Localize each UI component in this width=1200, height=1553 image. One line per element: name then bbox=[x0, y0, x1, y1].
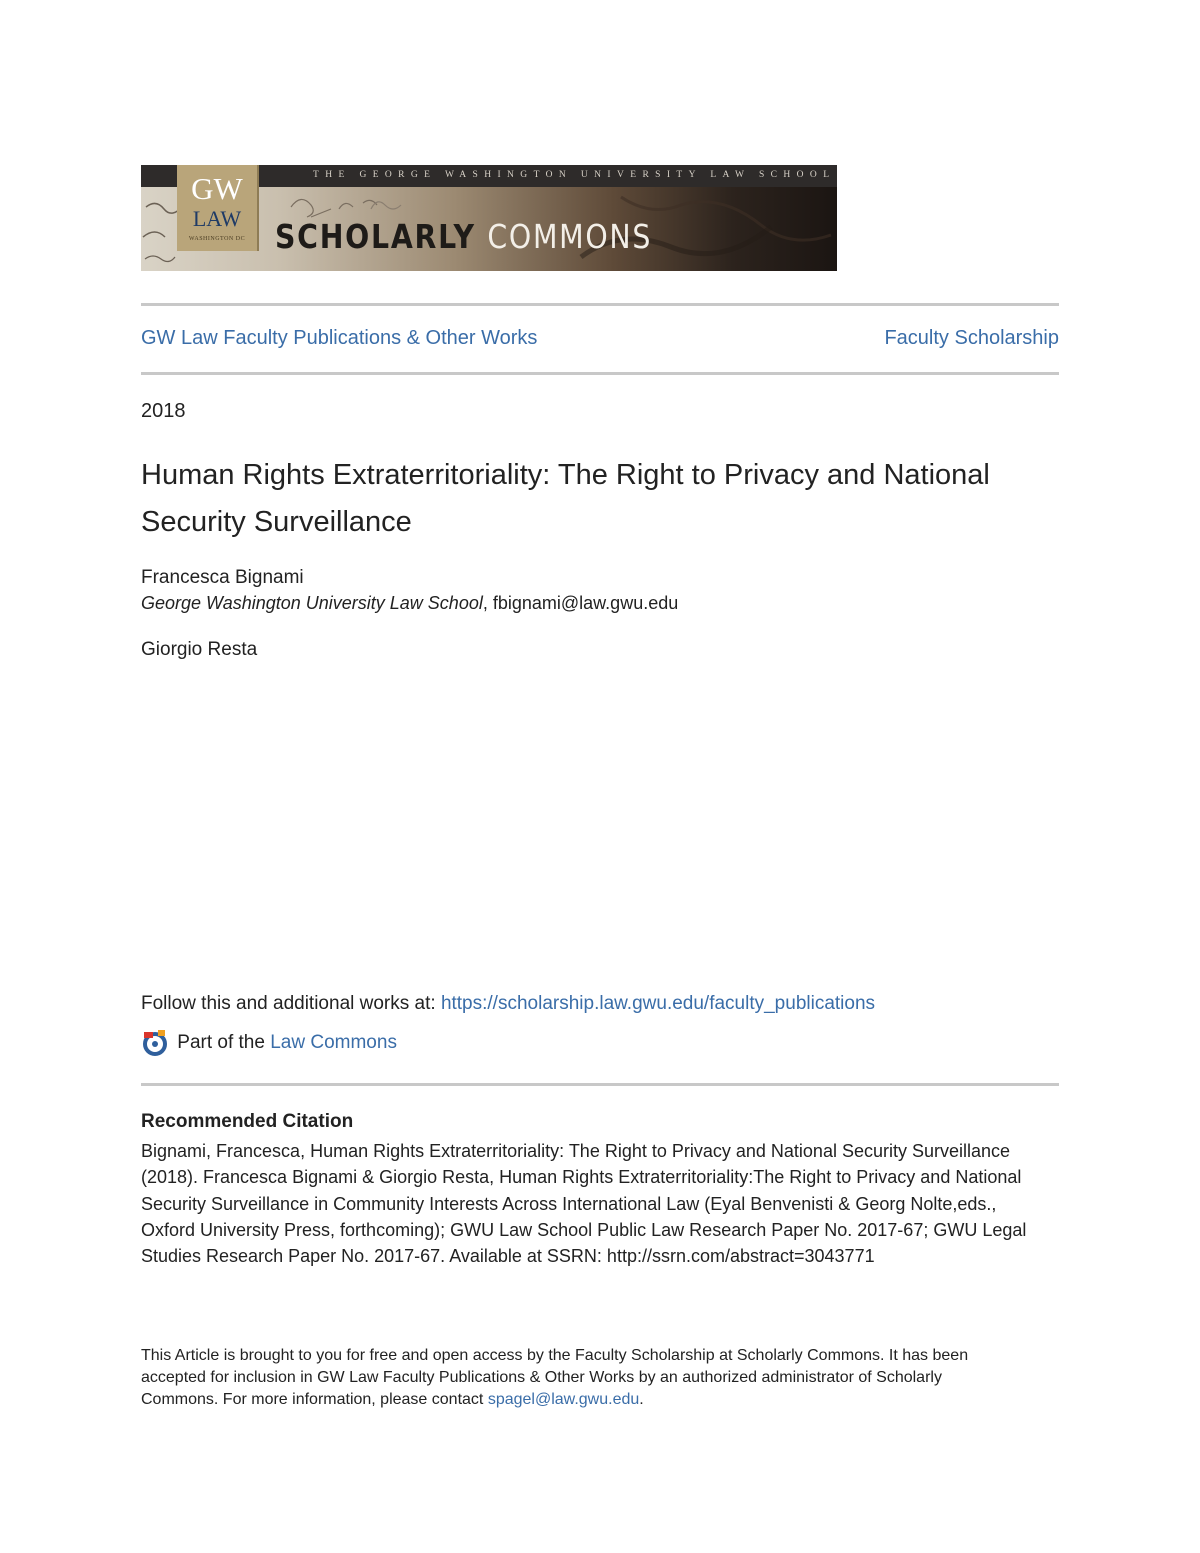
citation-heading: Recommended Citation bbox=[141, 1111, 354, 1132]
author-email: fbignami@law.gwu.edu bbox=[492, 593, 679, 613]
banner-tagline: THE GEORGE WASHINGTON UNIVERSITY LAW SCHOOL bbox=[313, 170, 836, 180]
access-notice-end: . bbox=[639, 1391, 644, 1408]
gw-law-logo bbox=[177, 165, 259, 251]
banner-title bbox=[275, 217, 652, 256]
top-divider bbox=[141, 303, 1059, 306]
citation-text: Bignami, Francesca, Human Rights Extraterritoriality: The Right to Privacy and National Security Surveillance (2018). Francesca Bignami & Giorgio Resta, Human Rights Extraterritoriality:The Right to Privacy and National Security Surveillance in Community Interests Across International Law (Eyal Benvenisti & Georg Nolte,eds., Oxford University Press, forthcoming); GWU Law School Public Law Research Paper No. 2017-67; GWU Legal Studies Research Paper No. 2017-67. Available at SSRN: http://ssrn.com/abstract=3043771 bbox=[141, 1141, 1027, 1267]
network-icon bbox=[141, 1029, 169, 1057]
part-of-line bbox=[141, 1029, 397, 1059]
part-of-prefix: Part of the bbox=[177, 1032, 271, 1053]
affiliation-separator: , bbox=[482, 593, 493, 613]
scholarly-commons-banner bbox=[141, 165, 837, 271]
collection-link[interactable]: GW Law Faculty Publications & Other Works bbox=[141, 327, 538, 349]
faculty-scholarship-link[interactable]: Faculty Scholarship bbox=[884, 327, 1059, 349]
access-notice-text: This Article is brought to you for free and open access by the Faculty Scholarship at Scholarly Commons. It has been accepted for inclusion in GW Law Faculty Publications & Other Works by an authorized administrator of Scholarly Commons. For more information, please contact bbox=[141, 1347, 969, 1408]
banner-title-word2: COMMONS bbox=[487, 217, 653, 256]
contact-email-link[interactable]: spagel@law.gwu.edu bbox=[487, 1391, 640, 1408]
logo-gw-text: GW bbox=[191, 171, 243, 206]
logo-law-text: LAW bbox=[192, 206, 242, 231]
article-title: Human Rights Extraterritoriality: The Right to Privacy and National Security Surveillance bbox=[141, 459, 990, 538]
author-institution: George Washington University Law School bbox=[141, 593, 483, 613]
author-affiliation bbox=[141, 593, 678, 614]
follow-prefix: Follow this and additional works at: bbox=[141, 993, 441, 1014]
author-name: Francesca Bignami bbox=[141, 567, 304, 588]
citation-divider bbox=[141, 1083, 1059, 1086]
banner-title-word1: SCHOLARLY bbox=[275, 217, 476, 256]
logo-sub-text: WASHINGTON DC bbox=[188, 236, 246, 242]
collection-url-link[interactable]: https://scholarship.law.gwu.edu/faculty_publications bbox=[440, 993, 876, 1014]
law-commons-link[interactable]: Law Commons bbox=[270, 1032, 397, 1053]
access-notice bbox=[141, 1345, 1021, 1411]
follow-line bbox=[141, 993, 875, 1015]
publication-year: 2018 bbox=[141, 400, 186, 422]
author-name: Giorgio Resta bbox=[141, 639, 258, 660]
nav-divider bbox=[141, 372, 1059, 375]
